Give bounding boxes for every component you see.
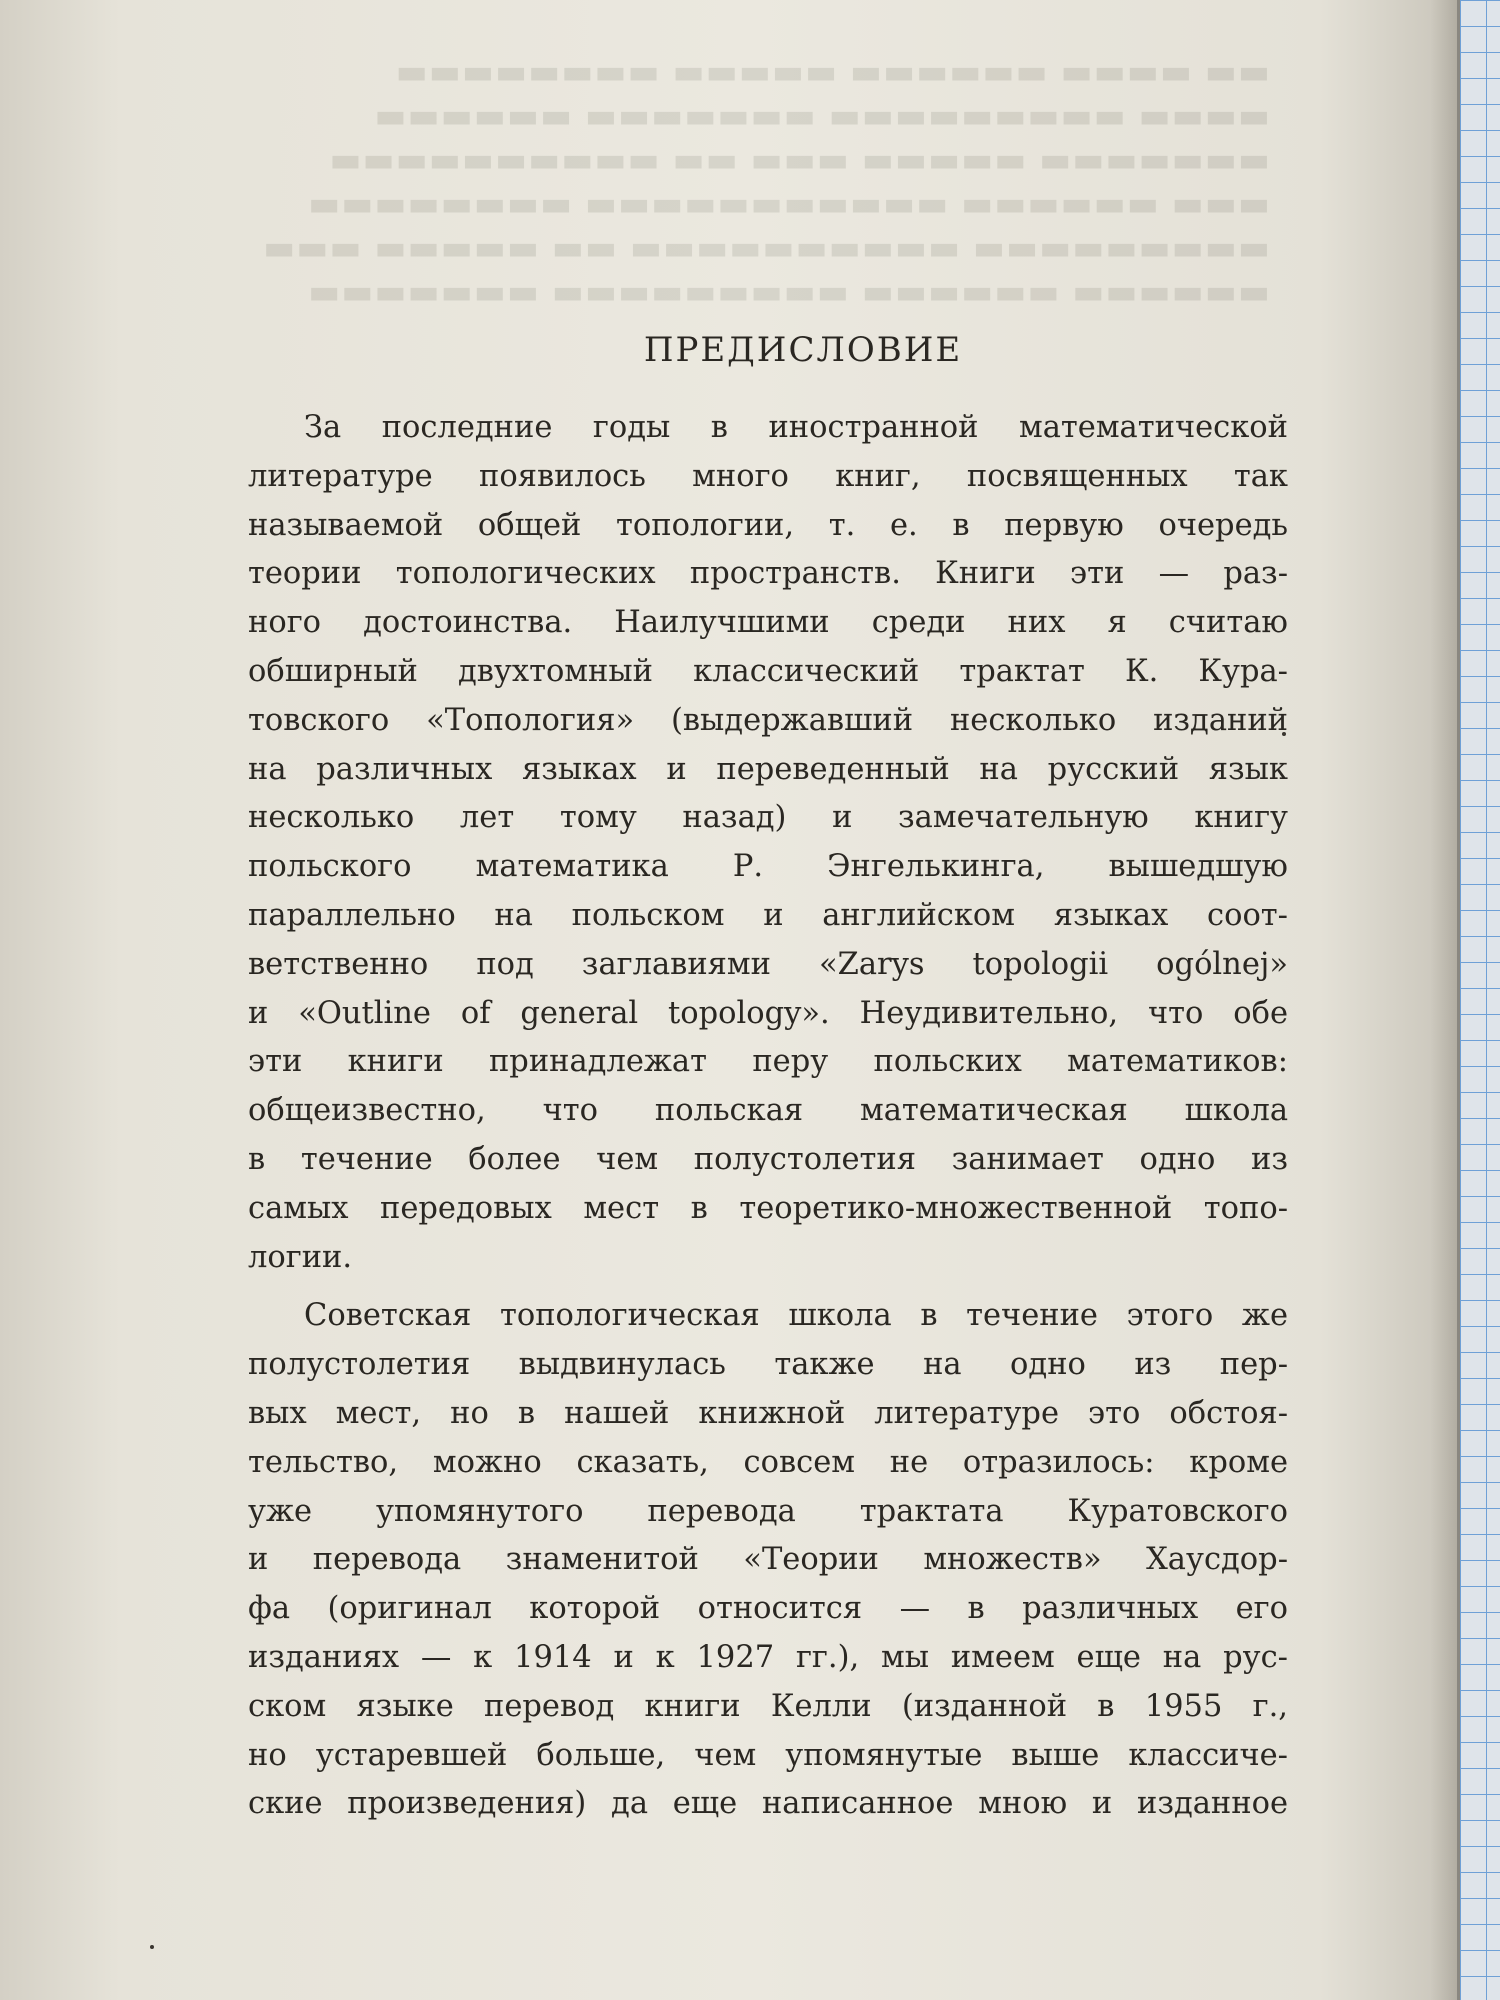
text-line: логии.	[248, 1239, 353, 1275]
page-title: ПРЕДИСЛОВИЕ	[643, 330, 963, 370]
text-line: теории топологических пространств. Книги эти — раз-	[248, 556, 1288, 592]
text-line: ветственно под заглавиями «Zarys topologii ogólnej»	[248, 946, 1288, 982]
text-line: но устаревшей больше, чем упомянутые выше классиче-	[248, 1737, 1288, 1773]
text-line: За последние годы в иностранной математической	[304, 410, 1288, 445]
text-line: на различных языках и переведенный на русский язык	[248, 751, 1288, 787]
text-line: ском языке перевод книги Келли (изданной в 1955 г.,	[248, 1688, 1288, 1724]
text-line: Советская топологическая школа в течение этого же	[304, 1298, 1288, 1334]
preface-page	[248, 330, 1288, 1829]
paragraph-2	[248, 1292, 1288, 1829]
text-line: фа (оригинал которой относится — в различных его	[248, 1591, 1288, 1627]
text-line: называемой общей топологии, т. е. в первую очередь	[248, 507, 1288, 543]
text-line: и перевода знаменитой «Теории множеств» Хаусдор-	[248, 1542, 1288, 1578]
text-line: полустолетия выдвинулась также на одно из пер-	[248, 1347, 1288, 1383]
paragraph-1	[248, 404, 1288, 1282]
bleed-through-text: ▬▬ ▬▬▬▬ ▬▬▬▬▬▬ ▬▬▬▬▬ ▬▬▬▬▬▬▬▬ ▬▬▬▬ ▬▬▬▬▬▬▬▬▬ ▬▬▬▬▬▬▬ ▬▬▬▬▬▬ ▬▬▬▬▬▬▬ ▬▬▬▬▬ ▬▬▬ ▬▬ ▬▬▬▬▬▬▬▬▬▬ ▬▬▬ ▬▬▬▬▬▬ ▬▬▬▬▬▬▬▬▬▬▬ ▬▬▬▬▬▬▬▬ ▬▬▬▬▬▬▬▬▬ ▬▬▬▬▬▬▬▬▬▬ ▬▬ ▬▬▬▬▬ ▬▬▬ ▬▬▬▬▬▬ ▬▬▬▬▬▬ ▬▬▬▬▬▬▬▬▬ ▬▬▬▬▬▬▬	[262, 52, 1270, 312]
text-line: уже упомянутого перевода трактата Куратовского	[248, 1493, 1288, 1529]
text-line: общеизвестно, что польская математическая школа	[248, 1093, 1288, 1129]
page-edge-shadow	[1430, 0, 1460, 2000]
speck	[150, 1945, 154, 1949]
text-line: в течение более чем полустолетия занимает одно из	[248, 1141, 1288, 1177]
text-line: эти книги принадлежат перу польских математиков:	[248, 1044, 1288, 1080]
grid-paper-background	[1457, 0, 1500, 2000]
text-line: ские произведения) да еще написанное мною и изданное	[248, 1786, 1288, 1822]
text-line: несколько лет тому назад) и замечательную книгу	[248, 800, 1288, 836]
text-line: обширный двухтомный классический трактат К. Кура-	[248, 653, 1288, 689]
text-line: параллельно на польском и английском языках соот-	[248, 897, 1288, 933]
text-line: самых передовых мест в теоретико-множественной топо-	[248, 1190, 1288, 1226]
text-line: литературе появилось много книг, посвященных так	[248, 458, 1288, 494]
text-line: вых мест, но в нашей книжной литературе это обстоя-	[248, 1395, 1288, 1431]
text-line: польского математика Р. Энгелькинга, вышедшую	[248, 849, 1288, 885]
text-line: товского «Топология» (выдержавший несколько изданий	[248, 702, 1288, 738]
text-line: тельство, можно сказать, совсем не отразилось: кроме	[248, 1444, 1288, 1480]
text-line: и «Outline of general topology». Неудивительно, что обе	[248, 995, 1288, 1031]
text-line: изданиях — к 1914 и к 1927 гг.), мы имеем еще на рус-	[248, 1639, 1288, 1675]
text-line: ного достоинства. Наилучшими среди них я считаю	[248, 605, 1288, 641]
